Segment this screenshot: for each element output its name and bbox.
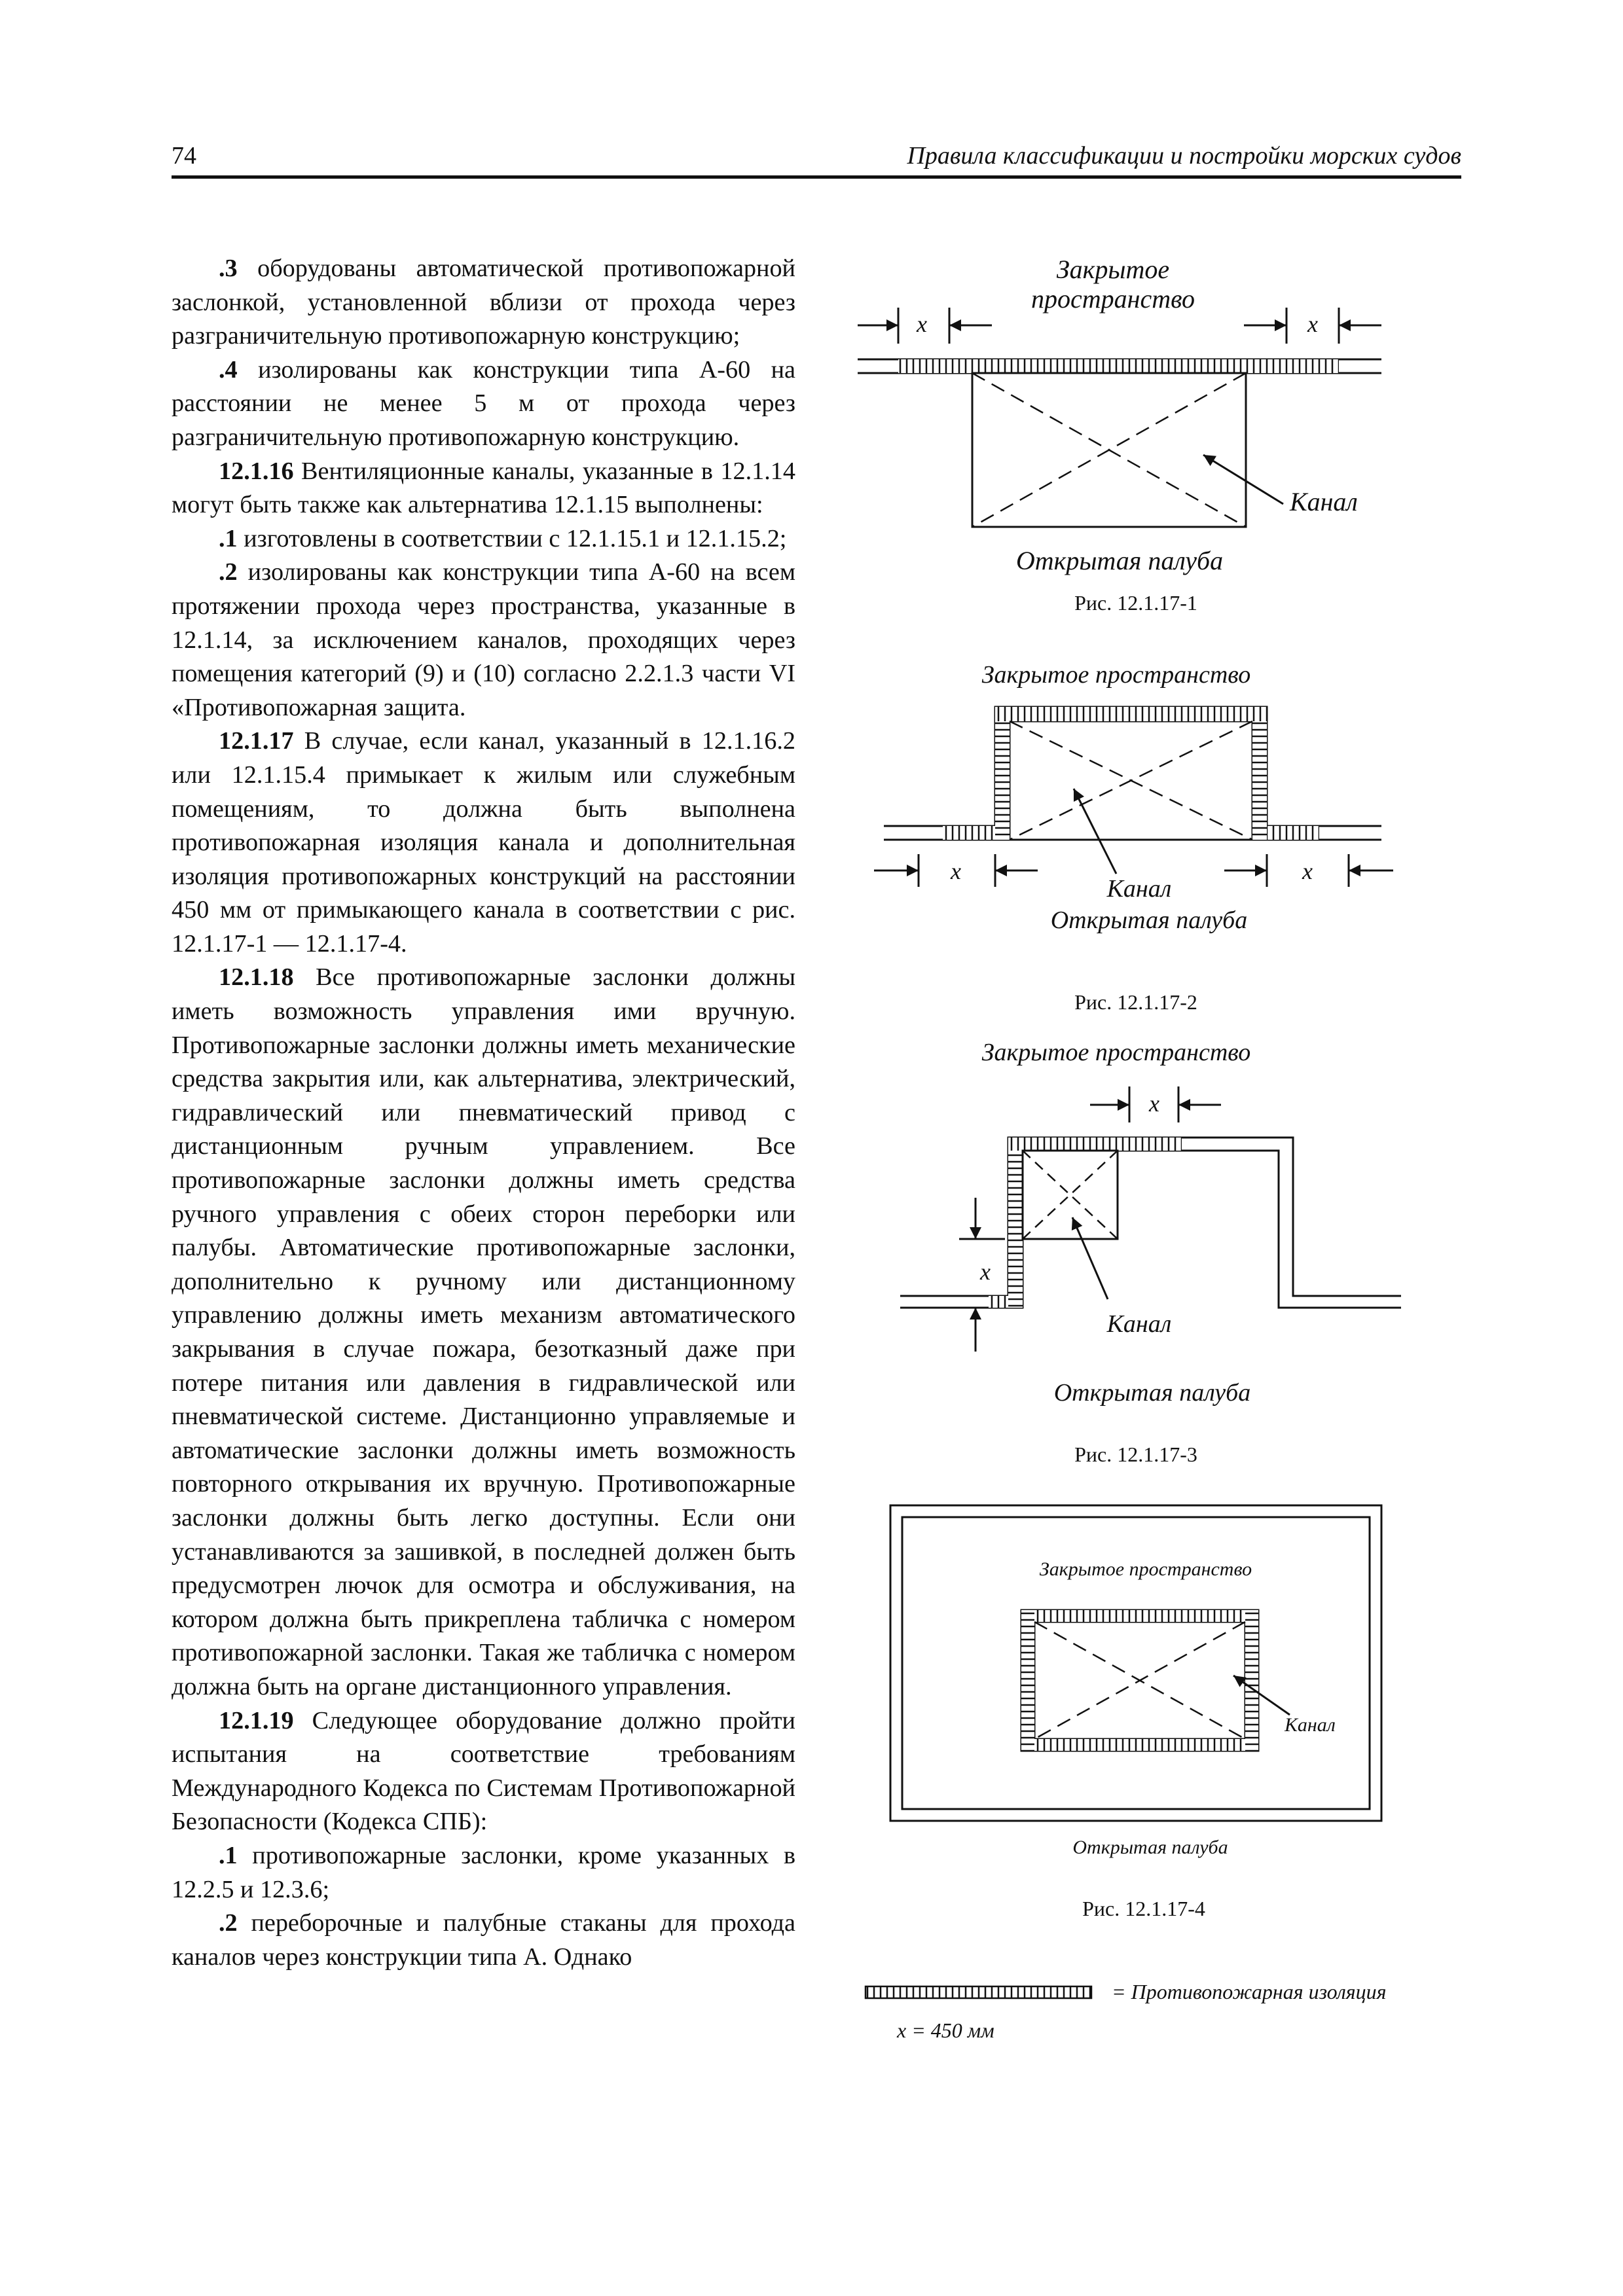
item-number: .3 xyxy=(219,255,238,282)
fig3-insulation-top xyxy=(1008,1138,1182,1151)
fig4-structure-outer xyxy=(890,1505,1381,1821)
figures-svg xyxy=(838,0,1493,2296)
paragraph xyxy=(172,522,795,556)
fig1-duct-label: Канал xyxy=(1290,487,1358,516)
paragraph-text: Вентиляционные каналы, указанные в 12.1.14 могут быть также как альтернатива 12.1.15 выполнены: xyxy=(172,457,795,519)
fig2-insulation-deck-left xyxy=(943,826,995,840)
fig3-duct-label: Канал xyxy=(1106,1310,1172,1338)
item-number: .2 xyxy=(219,558,238,586)
paragraph xyxy=(172,1704,795,1839)
paragraph xyxy=(172,455,795,522)
legend-insulation-label: = Противопожарная изоляция xyxy=(1112,1980,1387,2003)
fig3-caption: Рис. 12.1.17-3 xyxy=(1074,1443,1197,1466)
figure-12-1-17-1 xyxy=(858,255,1381,615)
fig1-x-left: x xyxy=(917,311,927,337)
fig1-label-closed-2: пространство xyxy=(1031,284,1195,314)
paragraph-text: В случае, если канал, указанный в 12.1.16.2 или 12.1.15.4 примыкает к жилым или служебным помещениям, то должна быть выполнена противопожарная изоляция канала и дополнительная изоляция противопожарных конструкций на расстоянии 450 мм от примыкающего канала в соответствии с рис. 12.1.17-1 — 12.1.17-4. xyxy=(172,727,795,958)
paragraph xyxy=(172,1839,795,1907)
fig2-structure-outer xyxy=(884,707,1381,826)
paragraph xyxy=(172,556,795,725)
fig3-duct-pointer xyxy=(1072,1217,1108,1299)
paragraph-text: Следующее оборудование должно пройти испытания на соответствие требованиям Международного Кодекса по Системам Противопожарной Безопасности (Кодекса СПБ): xyxy=(172,1706,795,1836)
fig1-duct-pointer xyxy=(1203,455,1283,504)
fig1-label-closed-1: Закрытое xyxy=(1056,255,1170,284)
fig1-caption: Рис. 12.1.17-1 xyxy=(1074,591,1197,615)
fig4-insulation-bottom xyxy=(1021,1739,1258,1751)
paragraph-text: изготовлены в соответствии с 12.1.15.1 и 12.1.15.2; xyxy=(237,524,787,552)
fig3-x-left: x xyxy=(980,1259,991,1285)
paragraph-text: изолированы как конструкции типа А-60 на расстоянии не менее 5 м от прохода через разграничительную противопожарную конструкцию. xyxy=(172,355,795,451)
page-number: 74 xyxy=(172,142,196,170)
paragraph-text: переборочные и палубные стаканы для прохода каналов через конструкции типа А. Однако xyxy=(172,1909,795,1971)
fig4-open-deck-label: Открытая палуба xyxy=(1072,1837,1228,1858)
fig3-label-closed: Закрытое пространство xyxy=(981,1039,1251,1066)
fig4-caption: Рис. 12.1.17-4 xyxy=(1082,1897,1205,1920)
paragraph xyxy=(172,961,795,1704)
fig2-duct-pointer xyxy=(1074,789,1116,874)
fig4-duct-pointer xyxy=(1233,1676,1290,1715)
paragraph xyxy=(172,1907,795,1974)
fig4-insulation-left xyxy=(1021,1610,1034,1751)
fig1-open-deck-label: Открытая палуба xyxy=(1015,546,1224,575)
figure-12-1-17-3 xyxy=(900,1039,1401,1466)
paragraph-text: изолированы как конструкции типа А-60 на всем протяжении прохода через пространства, указанные в 12.1.14, за исключением каналов, проходящих через помещения категорий (9) и (10) согласно 2.2.1.3 части VI «Противопожарная защита. xyxy=(172,558,795,721)
item-number: .1 xyxy=(219,524,238,552)
paragraph-text: противопожарные заслонки, кроме указанных в 12.2.5 и 12.3.6; xyxy=(172,1841,795,1903)
section-number: 12.1.18 xyxy=(219,963,294,992)
paragraph xyxy=(172,353,795,455)
legend-x-value: x = 450 мм xyxy=(897,2018,994,2042)
paragraph xyxy=(172,725,795,961)
body-text-column xyxy=(172,252,795,1974)
fig3-insulation-deck xyxy=(989,1296,1008,1308)
fig2-x-left: x xyxy=(951,858,961,884)
fig2-duct-label: Канал xyxy=(1106,875,1172,903)
fig3-open-deck-label: Открытая палуба xyxy=(1053,1379,1251,1407)
paragraph xyxy=(172,252,795,353)
fig2-insulation-deck-right xyxy=(1267,826,1319,840)
figure-12-1-17-4 xyxy=(890,1505,1381,1920)
fig4-label-closed: Закрытое пространство xyxy=(1039,1558,1252,1580)
fig2-x-right: x xyxy=(1302,858,1313,884)
fig2-label-closed: Закрытое пространство xyxy=(981,661,1251,689)
fig2-insulation-top xyxy=(995,707,1267,721)
fig2-insulation-left xyxy=(995,707,1010,840)
paragraph-text: оборудованы автоматической противопожарной заслонкой, установленной вблизи от прохода через разграничительную противопожарную конструкцию; xyxy=(172,255,795,350)
item-number: .2 xyxy=(219,1909,238,1937)
fig4-duct-label: Канал xyxy=(1285,1714,1336,1736)
figures-column xyxy=(838,0,1493,2296)
fig1-insulation xyxy=(898,359,1339,373)
fig2-caption: Рис. 12.1.17-2 xyxy=(1074,990,1197,1014)
fig3-insulation-wall xyxy=(1008,1138,1023,1308)
legend xyxy=(866,1980,1387,2042)
figure-12-1-17-2 xyxy=(874,661,1393,1014)
paragraph-text: Все противопожарные заслонки должны иметь возможность управления ими вручную. Противопожарные заслонки должны иметь механические средства закрытия или, как альтернатива, электрический, гидравлический или пневматический привод с дистанционным ручным управлением. Все противопожарные заслонки должны иметь средства ручного управления с обеих сторон переборки или палубы. Автоматические противопожарные заслонки, дополнительно к ручному или дистанционному управлению должны иметь механизм автоматического закрывания в случае пожара, безотказный даже при потере питания или давления в гидравлической или пневматической системе. Дистанционно управляемые и автоматические заслонки должны иметь возможность повторного открывания их вручную. Противопожарные заслонки должны быть легко доступны. Если они устанавливаются за зашивкой, в последней должен быть предусмотрен лючок для осмотра и обслуживания, на котором должна быть прикреплена табличка с номером противопожарной заслонки. Такая же табличка с номером должна быть на органе дистанционного управления. xyxy=(172,963,795,1700)
fig4-insulation-right xyxy=(1245,1610,1258,1751)
section-number: 12.1.19 xyxy=(219,1706,294,1734)
item-number: .4 xyxy=(219,355,238,384)
section-number: 12.1.16 xyxy=(219,457,294,485)
section-number: 12.1.17 xyxy=(219,727,294,755)
fig2-insulation-right xyxy=(1252,707,1267,840)
fig1-x-right: x xyxy=(1307,311,1318,337)
item-number: .1 xyxy=(219,1841,238,1869)
fig3-x-top: x xyxy=(1149,1090,1159,1117)
fig4-insulation-top xyxy=(1021,1610,1258,1622)
fig2-open-deck-label: Открытая палуба xyxy=(1050,906,1248,934)
running-title: Правила классификации и постройки морских судов xyxy=(907,142,1461,170)
legend-insulation-swatch xyxy=(866,1986,1091,1998)
